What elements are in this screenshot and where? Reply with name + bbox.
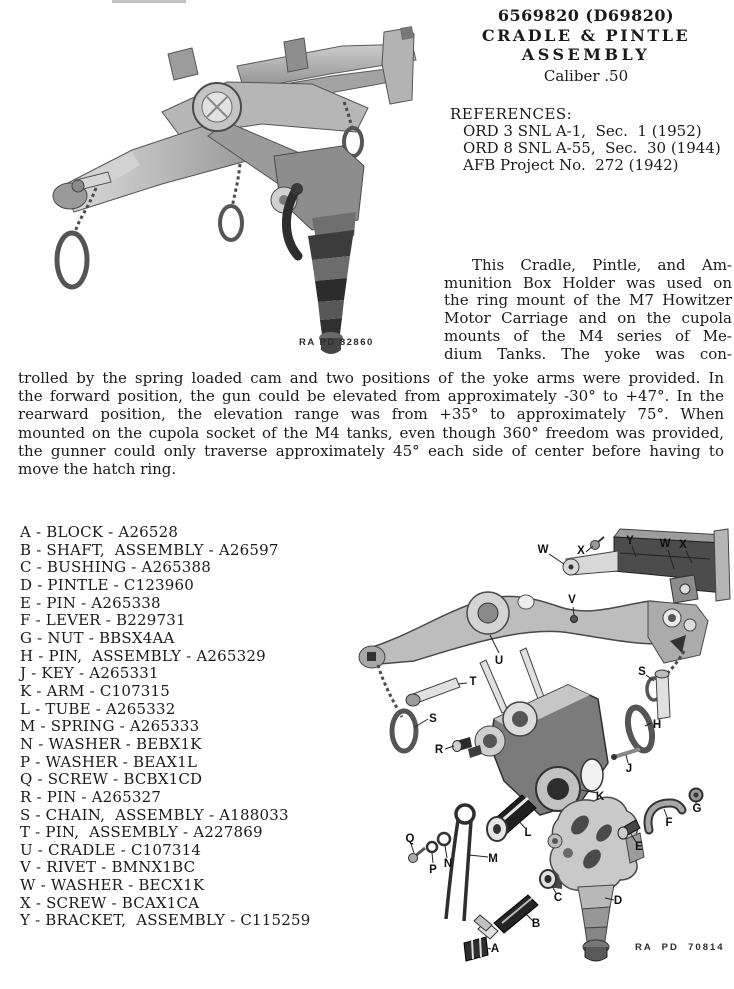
- part-pintle-d: [548, 797, 644, 961]
- parts-list-item: L - TUBE - A265332: [20, 699, 176, 718]
- photo-credit: RA PD 82860: [299, 337, 374, 348]
- parts-list-item: A - BLOCK - A26528: [20, 523, 179, 541]
- parts-list-item: D - PINTLE - C123960: [20, 575, 195, 594]
- references-block: [450, 106, 721, 174]
- parts-list-item: J - KEY - A265331: [20, 664, 159, 683]
- callout-letter: J: [625, 763, 633, 775]
- description-full-width: [18, 369, 724, 478]
- page-title-line2: ASSEMBLY: [521, 45, 651, 64]
- callout-letter: T: [469, 676, 477, 688]
- parts-list-item: N - WASHER - BEBX1K: [20, 734, 202, 753]
- part-block-a: [464, 937, 488, 961]
- callout-letter: K: [595, 791, 605, 803]
- callout-letter: X: [577, 545, 585, 557]
- callout-letter: Q: [405, 833, 415, 845]
- callout-letter: E: [635, 841, 643, 853]
- callout-letter: L: [524, 827, 532, 839]
- description-column: [444, 257, 732, 363]
- parts-list-item: C - BUSHING - A265388: [20, 558, 212, 577]
- part-arm-k: [475, 648, 608, 815]
- callout-letter: W: [537, 544, 549, 556]
- reference-item: AFB Project No. 272 (1942): [463, 156, 679, 174]
- part-pin-t-chain-s: [378, 665, 460, 751]
- parts-list: [20, 524, 311, 930]
- callout-letter: S: [429, 713, 437, 725]
- parts-list-item: K - ARM - C107315: [20, 681, 171, 700]
- description-line: munition Box Holder was used on: [444, 273, 732, 292]
- page-title-line1: CRADLE & PINTLE: [481, 26, 691, 45]
- part-bracket-y: [563, 529, 730, 603]
- parts-list-item: T - PIN, ASSEMBLY - A227869: [20, 823, 263, 842]
- parts-list-item: F - LEVER - B229731: [20, 611, 186, 630]
- description-line: Motor Carriage and on the cupola: [444, 309, 732, 328]
- description-line: This Cradle, Pintle, and Am-: [472, 256, 732, 274]
- parts-list-item: B - SHAFT, ASSEMBLY - A26597: [20, 540, 279, 559]
- parts-list-item: P - WASHER - BEAX1L: [20, 752, 198, 771]
- parts-list-item: U - CRADLE - C107314: [20, 840, 202, 859]
- callout-letter: U: [494, 655, 504, 667]
- pivot-disc: [193, 83, 241, 131]
- callout-letter: F: [665, 817, 673, 829]
- description-line: the gunner could only traverse approximately 45° each side of center before having to: [18, 441, 724, 460]
- caliber-subtitle: Caliber .50: [543, 67, 629, 85]
- parts-list-item: X - SCREW - BCAX1CA: [20, 893, 200, 912]
- part-chain-s-pin-h: [624, 651, 684, 753]
- part-number: 6569820 (D69820): [497, 6, 675, 25]
- callout-letter: W: [659, 538, 671, 550]
- parts-list-item: Y - BRACKET, ASSEMBLY - C115259: [20, 911, 311, 930]
- callout-letter: H: [652, 719, 662, 731]
- description-line: the ring mount of the M7 Howitzer: [444, 291, 732, 310]
- part-cradle-u: [359, 592, 708, 668]
- description-line: mounts of the M4 series of Me-: [444, 326, 732, 345]
- part-nut-g: [690, 789, 703, 802]
- callout-letter: V: [568, 594, 576, 606]
- description-line: dium Tanks. The yoke was con-: [444, 344, 732, 363]
- exploded-diagram: [352, 523, 732, 969]
- callout-letter: B: [531, 918, 541, 930]
- cradle-pintle-photo-illustration: [12, 4, 442, 356]
- callout-letter: Y: [626, 535, 634, 547]
- description-line: trolled by the spring loaded cam and two positions of the yoke arms were provided. In: [18, 369, 724, 387]
- reference-item: ORD 3 SNL A-1, Sec. 1 (1952): [463, 122, 702, 140]
- callout-letter: D: [613, 895, 623, 907]
- description-line: move the hatch ring.: [18, 460, 177, 479]
- parts-list-item: W - WASHER - BECX1K: [20, 876, 205, 895]
- references-heading: REFERENCES:: [450, 105, 573, 123]
- parts-list-item: S - CHAIN, ASSEMBLY - A188033: [20, 805, 289, 824]
- description-line: mounted on the cupola socket of the M4 tanks, even though 360° freedom was provided,: [18, 423, 724, 442]
- print-artifact: [112, 0, 186, 3]
- parts-list-item: Q - SCREW - BCBX1CD: [20, 770, 203, 789]
- parts-list-item: V - RIVET - BMNX1BC: [20, 858, 196, 877]
- callout-letter: A: [490, 943, 500, 955]
- reference-item: ORD 8 SNL A-55, Sec. 30 (1944): [463, 139, 721, 157]
- callout-letter: X: [679, 539, 687, 551]
- callout-letter: S: [638, 666, 646, 678]
- parts-list-item: M - SPRING - A265333: [20, 717, 200, 736]
- description-line: rearward position, the elevation range was from +35° to approximately 75°. When: [18, 405, 724, 424]
- diagram-credit: RA PD 70814: [635, 942, 725, 953]
- exploded-diagram-illustration: [352, 523, 732, 969]
- callout-letter: R: [434, 744, 444, 756]
- parts-list-item: R - PIN - A265327: [20, 787, 162, 806]
- pintle-shaft: [308, 230, 354, 354]
- callout-letter: G: [692, 803, 702, 815]
- callout-letter: M: [488, 853, 498, 865]
- part-key-j: [611, 749, 640, 760]
- assembly-photo: [12, 4, 442, 356]
- parts-list-item: G - NUT - BBSX4AA: [20, 628, 175, 647]
- callout-letter: C: [553, 892, 563, 904]
- callout-letter: P: [429, 864, 437, 876]
- description-line: the forward position, the gun could be elevated from approximately -30° to +47°. In the: [18, 387, 724, 406]
- parts-list-item: E - PIN - A265338: [20, 593, 161, 612]
- callout-letter: N: [443, 858, 453, 870]
- page-header: [440, 6, 732, 86]
- parts-list-item: H - PIN, ASSEMBLY - A265329: [20, 646, 266, 665]
